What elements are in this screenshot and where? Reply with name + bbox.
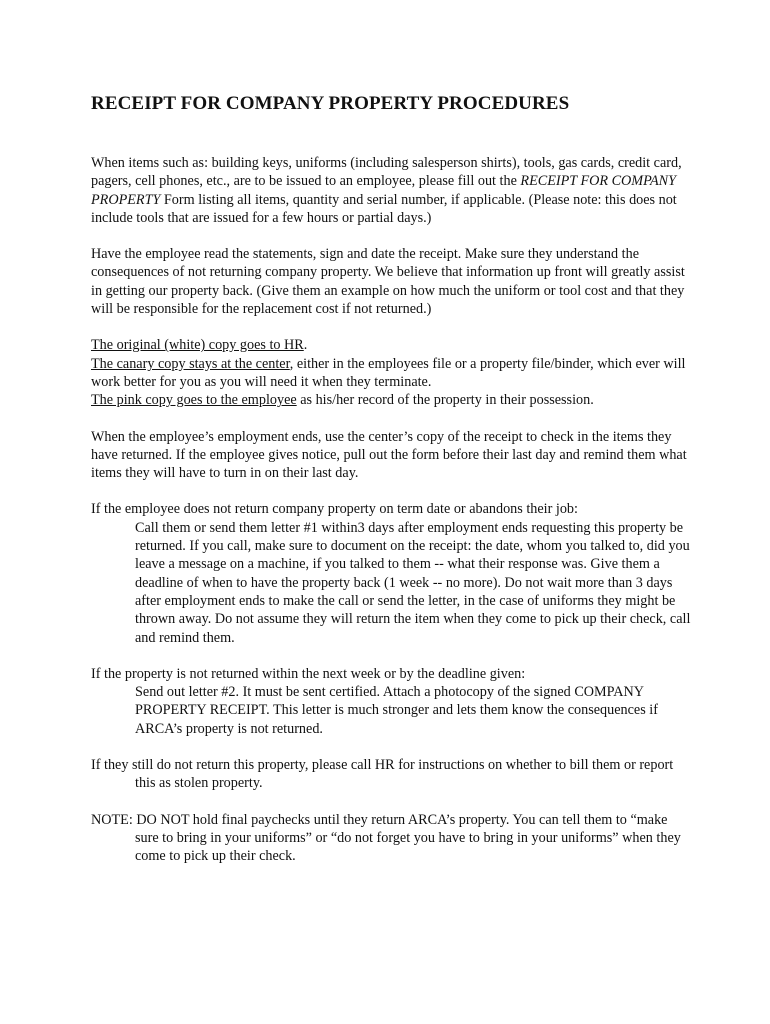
white-copy-text: The original (white) copy goes to HR — [91, 337, 304, 354]
paragraph-deadline — [91, 665, 691, 738]
paragraph-employee-read: Have the employee read the statements, sign and date the receipt. Make sure they understand the consequences of not returning company property. We believe that information up front will greatly assist in getting our property back. (Give them an example on how much the uniform or tool cost and that they will be responsible for the replacement cost if not returned.) — [91, 246, 685, 318]
paragraph-copies — [91, 336, 691, 409]
not-returned-instructions: Call them or send them letter #1 within3 days after employment ends requesting this property be returned. If you call, make sure to document on the receipt: the date, whom you talked to, did you leave a message on a machine, if you talked to them -- what their response was. Give them a deadline of when to have the property back (1 week -- no more). Do not wait more than 3 days after employment ends to make the call or send the letter, in the case of uniforms they might be thrown away. Do not assume they will return the item when they come to pick up their check, call and remind them. — [135, 519, 691, 646]
paragraph-items-issued-rest: Form listing all items, quantity and serial number, if applicable. (Please note: this does not include tools that are issued for a few hours or partial days.) — [91, 191, 677, 226]
deadline-lead: If the property is not returned within the next week or by the deadline given: — [91, 665, 526, 682]
document-title: RECEIPT FOR COMPANY PROPERTY PROCEDURES — [91, 93, 570, 114]
form-name: RECEIPT FOR COMPANY PROPERTY — [91, 173, 676, 208]
paragraph-items-issued-text: When items such as: building keys, uniforms (including salesperson shirts), tools, gas cards, credit card, pagers, cell phones, etc., are to be issued to an employee, please fill out the — [91, 155, 682, 190]
paragraph-employment-ends: When the employee’s employment ends, use the center’s copy of the receipt to check in the items they have returned. If the employee gives notice, pull out the form before their last day and remind them what items they will have to turn in on their last day. — [91, 428, 687, 482]
paragraph-call-hr: If they still do not return this property, please call HR for instructions on whether to bill them or report this as stolen property. — [91, 757, 674, 792]
paragraph-note: NOTE: DO NOT hold final paychecks until they return ARCA’s property. You can tell them to “make sure to bring in your uniforms” or “do not forget you have to bring in your uniforms” when they come to pick up their check. — [91, 811, 681, 865]
paragraph-not-returned — [91, 500, 691, 646]
pink-copy-text: The pink copy goes to the employee — [91, 392, 297, 409]
document-body — [91, 92, 691, 884]
canary-copy-rest: , either in the employees file or a property file/binder, which ever will work better for you as you will need it when they terminate. — [91, 355, 686, 390]
white-copy-end: . — [303, 337, 308, 354]
pink-copy-rest: as his/her record of the property in their possession. — [296, 392, 594, 409]
paragraph-items-issued — [91, 154, 691, 227]
not-returned-lead: If the employee does not return company property on term date or abandons their job: — [91, 501, 578, 518]
deadline-instructions: Send out letter #2. It must be sent certified. Attach a photocopy of the signed COMPANY PROPERTY RECEIPT. This letter is much stronger and lets them know the consequences if ARCA’s property is not returned. — [135, 684, 658, 737]
canary-copy-text: The canary copy stays at the center — [91, 355, 290, 372]
